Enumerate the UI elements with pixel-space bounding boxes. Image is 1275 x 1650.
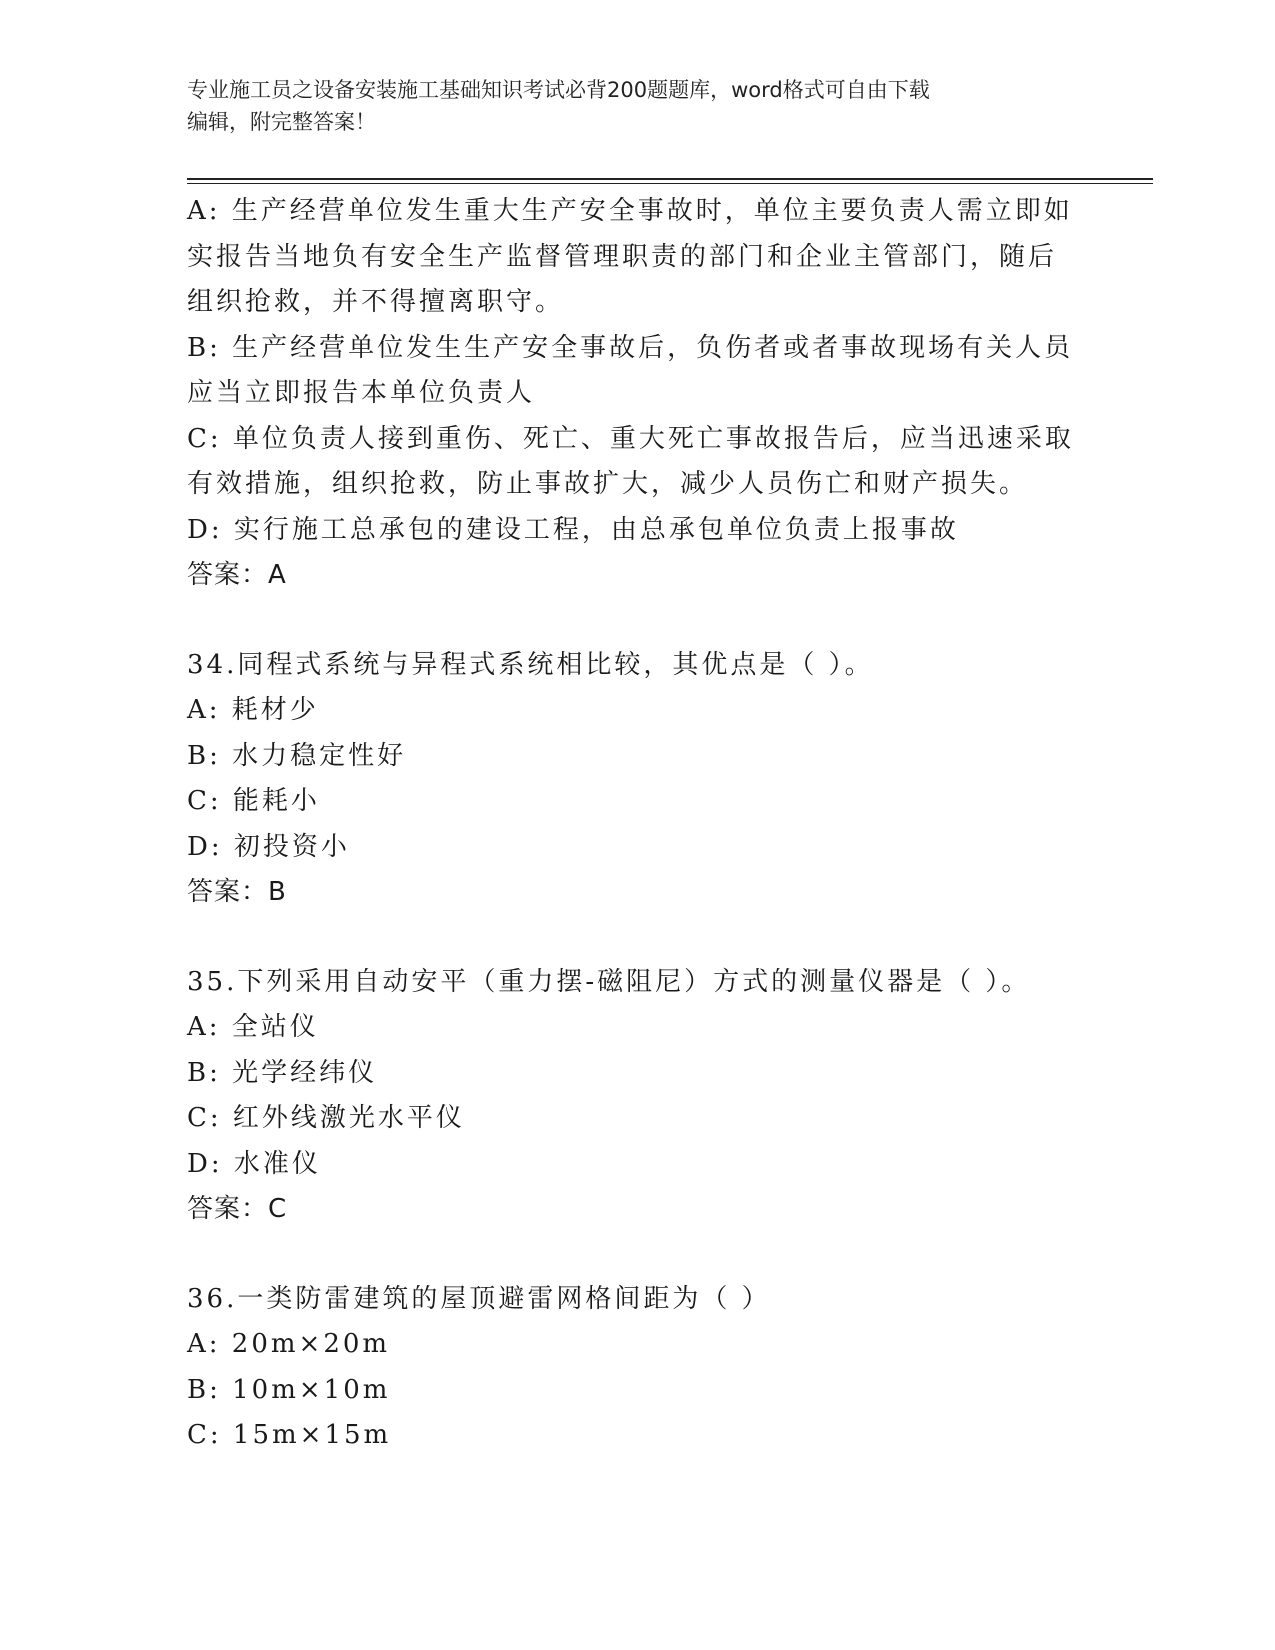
question-33-continued <box>187 189 1107 599</box>
option-c: C: 红外线激光水平仪 <box>187 1103 465 1133</box>
option-a-line-3: 组织抢救，并不得擅离职守。 <box>187 287 565 317</box>
answer: 答案：A <box>187 560 287 590</box>
option-c: C: 能耗小 <box>187 786 320 816</box>
option-c-line-2: 有效措施，组织抢救，防止事故扩大，减少人员伤亡和财产损失。 <box>187 469 1029 499</box>
option-b-line-1: B: 生产经营单位发生生产安全事故后，负伤者或者事故现场有关人员 <box>187 332 1074 363</box>
option-b-line-2: 应当立即报告本单位负责人 <box>187 378 536 408</box>
option-a-line-1: A: 生产经营单位发生重大生产安全事故时，单位主要负责人需立即如 <box>187 196 1073 226</box>
header-rule-thin <box>187 183 1153 184</box>
document-header <box>187 74 1067 138</box>
option-b: B: 光学经纬仪 <box>187 1057 378 1088</box>
question-content <box>187 189 1107 1459</box>
question-stem: 34.同程式系统与异程式系统相比较，其优点是（ ）。 <box>187 649 874 680</box>
option-a: A: 全站仪 <box>187 1012 319 1042</box>
option-b: B: 10m×10m <box>187 1374 391 1405</box>
option-b: B: 水力稳定性好 <box>187 740 407 771</box>
question-36 <box>187 1277 1107 1459</box>
option-a: A: 耗材少 <box>187 695 319 725</box>
option-a-line-2: 实报告当地负有安全生产监督管理职责的部门和企业主管部门，随后 <box>187 241 1058 272</box>
header-title-line-2: 编辑，附完整答案！ <box>187 110 376 134</box>
header-rule-thick <box>187 178 1153 180</box>
answer: 答案：C <box>187 1194 288 1224</box>
option-d: D: 初投资小 <box>187 831 350 862</box>
answer: 答案：B <box>187 877 287 907</box>
option-d: D: 水准仪 <box>187 1148 321 1179</box>
question-35 <box>187 960 1107 1233</box>
option-c: C: 15m×15m <box>187 1420 392 1450</box>
option-c-line-1: C: 单位负责人接到重伤、死亡、重大死亡事故报告后，应当迅速采取 <box>187 423 1074 454</box>
header-title-line-1: 专业施工员之设备安装施工基础知识考试必背200题题库，word格式可自由下载 <box>187 78 930 102</box>
option-d: D: 实行施工总承包的建设工程，由总承包单位负责上报事故 <box>187 514 959 545</box>
question-stem: 36.一类防雷建筑的屋顶避雷网格间距为（ ） <box>187 1283 771 1314</box>
option-a: A: 20m×20m <box>187 1329 391 1359</box>
question-stem: 35.下列采用自动安平（重力摆-磁阻尼）方式的测量仪器是（ ）。 <box>187 966 1031 997</box>
question-34 <box>187 643 1107 916</box>
